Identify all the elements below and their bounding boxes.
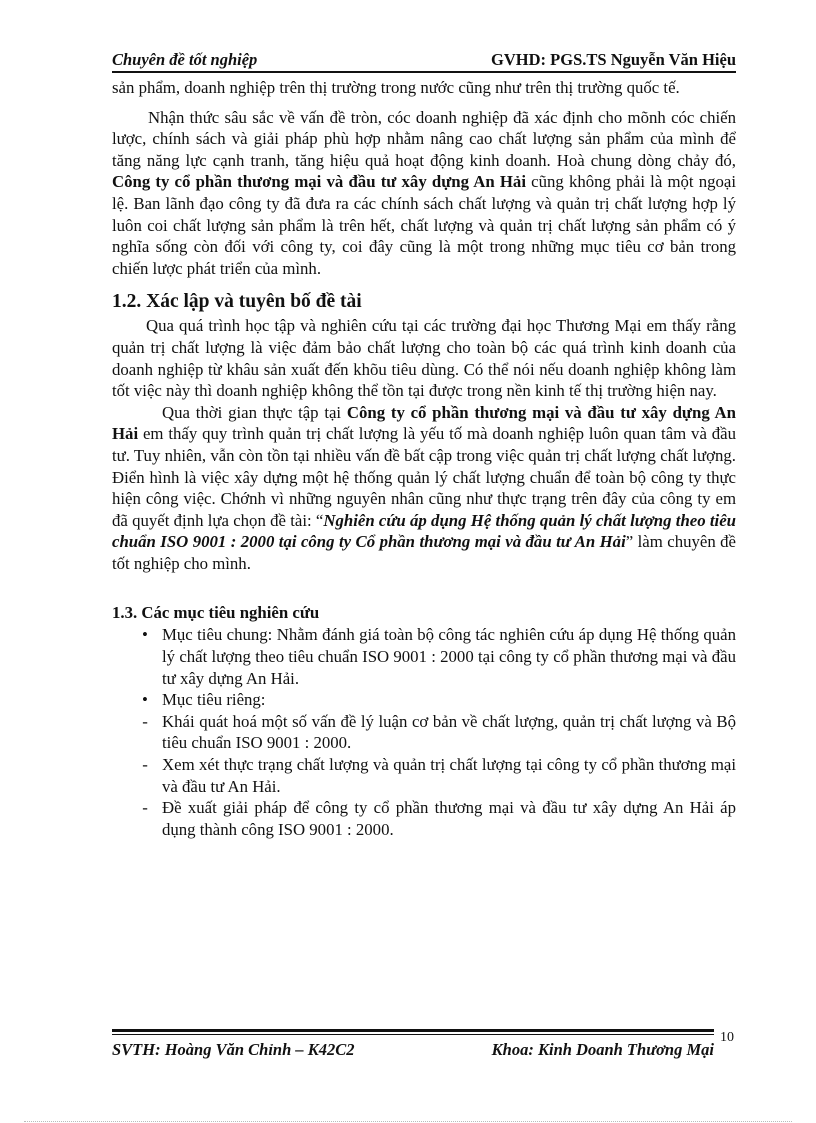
header-subject: Chuyên đề tốt nghiệp <box>112 50 258 69</box>
footer-divider-thick <box>112 1029 714 1032</box>
company-name: Công ty cổ phần thương mại và đầu tư xây dựng An Hải <box>112 402 736 444</box>
header-divider <box>112 71 736 73</box>
section-1-2-paragraph-2: Qua thời gian thực tập tại Công ty cổ phần thương mại và đầu tư xây dựng An Hải em thấy quy trình quản trị chất lượng là yếu tố mà doanh nghiệp luôn quan tâm và đầu tư. Tuy nhiên, vẫn còn tồn tại nhiều vấn đề bất cập trong việc quản trị chất lượng chất lượng. Điển hình là việc xây dựng một hệ thống quản lý chất lượng chuẩn để toàn bộ công ty thực hiện công việc. Chớnh vì những nguyên nhân cũng như thực trạng trên đây của công ty em đã quyết định lựa chọn đề tài: “Nghiên cứu áp dụng Hệ thống quản lý chất lượng theo tiêu chuẩn ISO 9001 : 2000 tại công ty Cổ phần thương mại và đầu tư An Hải” làm chuyên đề tốt nghiệp cho mình. <box>112 402 736 573</box>
page-footer <box>112 1040 714 1060</box>
page-header <box>112 50 736 70</box>
intro-continuation: sản phẩm, doanh nghiệp trên thị trường trong nước cũng như trên thị trường quốc tế. <box>112 78 680 97</box>
list-item: - Đề xuất giải pháp để công ty cổ phần thương mại và đầu tư xây dựng An Hải áp dụng thành công ISO 9001 : 2000. <box>142 798 736 839</box>
section-heading-1-2: 1.2. Xác lập và tuyên bố đề tài <box>112 291 362 313</box>
list-item: • Mục tiêu riêng: <box>142 690 266 710</box>
list-item: - Khái quát hoá một số vấn đề lý luận cơ bản về chất lượng, quản trị chất lượng và Bộ tiêu chuẩn ISO 9001 : 2000. <box>142 711 736 753</box>
document-body <box>112 77 736 840</box>
objectives-list <box>112 624 736 840</box>
footer-student: SVTH: Hoàng Văn Chỉnh – K42C2 <box>112 1040 355 1059</box>
header-advisor: GVHD: PGS.TS Nguyễn Văn Hiệu <box>491 50 736 69</box>
list-item: - Xem xét thực trạng chất lượng và quản trị chất lượng tại công ty cổ phần thương mại và đầu tư An Hải. <box>142 755 736 796</box>
section-1-2-paragraph-1: Qua quá trình học tập và nghiên cứu tại các trường đại học Thương Mại em thấy rằng quản trị chất lượng là việc đảm bảo chất lượng cho toàn bộ các quá trình kinh doanh của doanh nghiệp từ khâu sản xuất đến khõu tiêu dùng. Có thể nói nếu doanh nghiệp không làm tốt việc này thì doanh nghiệp không thể tồn tại được trong nền kinh tế thị trường hiện nay. <box>112 316 736 401</box>
page-edge-divider <box>24 1121 792 1122</box>
section-heading-1-3: 1.3. Các mục tiêu nghiên cứu <box>112 603 320 623</box>
page-number: 10 <box>720 1030 734 1045</box>
footer-faculty: Khoa: Kinh Doanh Thương Mại <box>491 1040 714 1059</box>
intro-paragraph: Nhận thức sâu sắc về vấn đề tròn, cóc doanh nghiệp đã xác định cho mõnh cóc chiến lược, chính sách và giải pháp phù hợp nhằm nâng cao chất lượng sản phẩm của mình để tăng năng lực cạnh tranh, tăng hiệu quả hoạt động kinh doanh. Hoà chung dòng chảy đó, Công ty cổ phần thương mại và đầu tư xây dựng An Hải cũng không phải là một ngoại lệ. Ban lãnh đạo công ty đã đưa ra các chính sách chất lượng và quản trị chất lượng hợp lý luôn coi chất lượng sản phẩm là trên hết, chất lượng và quản trị chất lượng sản phẩm có ý nghĩa sống còn đối với công ty, coi đây cũng là một trong những mục tiêu cơ bản trong chiến lược phát triển của mình. <box>112 107 737 278</box>
list-item: • Mục tiêu chung: Nhằm đánh giá toàn bộ công tác nghiên cứu áp dụng Hệ thống quản lý chất lượng theo tiêu chuẩn ISO 9001 : 2000 tại công ty cổ phần thương mại và đầu tư xây dựng An Hải. <box>142 625 736 688</box>
thesis-title: Nghiên cứu áp dụng Hệ thống quản lý chất lượng theo tiêu chuẩn ISO 9001 : 2000 tại công ty Cổ phần thương mại và đầu tư An Hải <box>112 510 736 552</box>
company-name: Công ty cổ phần thương mại và đầu tư xây dựng An Hải <box>112 172 526 192</box>
footer-divider-thin <box>112 1034 714 1035</box>
